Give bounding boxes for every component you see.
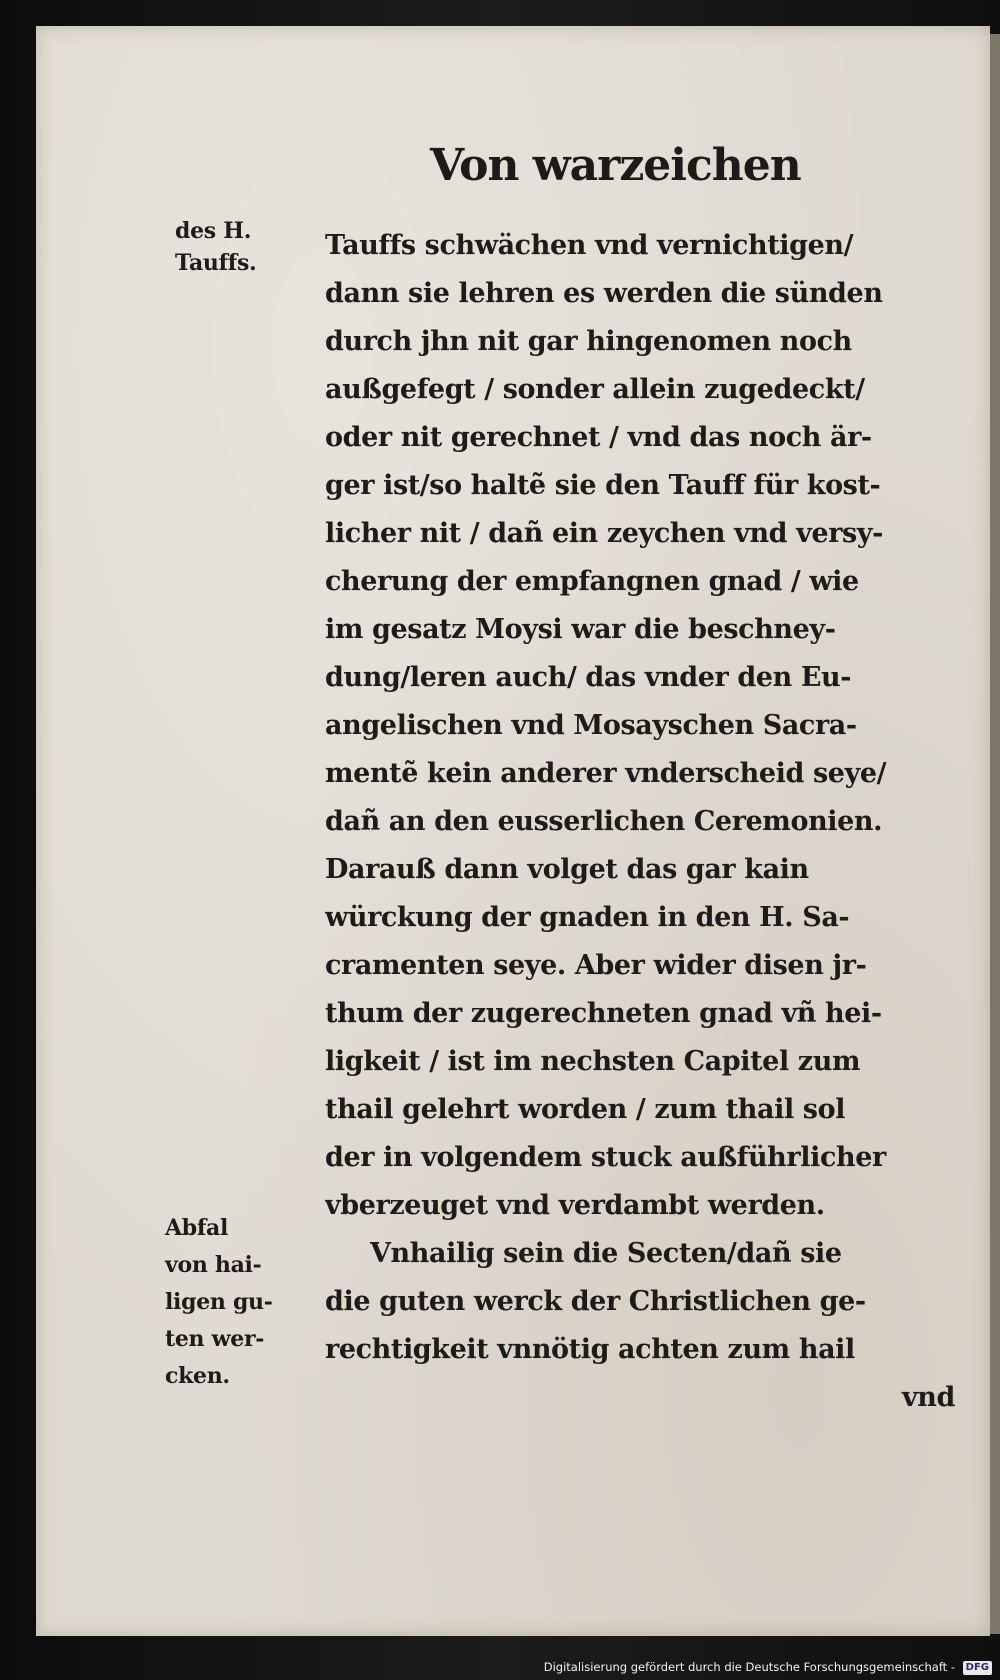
credit-text: Digitalisierung gefördert durch die Deutsche Forschungsgemeinschaft -: [543, 1660, 955, 1674]
margin-note-line: cken.: [165, 1363, 230, 1389]
text-line: durch jhn nit gar hingenomen noch: [325, 326, 852, 357]
body-text: [325, 222, 955, 1422]
text-line: Tauffs schwächen vnd vernichtigen/: [325, 230, 854, 261]
text-line: dung/leren auch/ das vnder den Eu-: [325, 662, 852, 693]
text-line: dann sie lehren es werden die sünden: [325, 278, 883, 309]
running-heading: Von warzeichen: [430, 140, 801, 191]
margin-note-line: ligen gu-: [165, 1289, 273, 1315]
text-line: Darauß dann volget das gar kain: [325, 854, 809, 885]
text-line: rechtigkeit vnnötig achten zum hail: [325, 1334, 855, 1365]
dfg-logo: DFG: [963, 1661, 992, 1675]
text-line: Vnhailig sein die Secten/dañ sie: [370, 1238, 842, 1269]
text-line: licher nit / dañ ein zeychen vnd versy-: [325, 518, 883, 549]
text-line: cramenten seye. Aber wider disen jr-: [325, 950, 867, 981]
margin-note-line: ten wer-: [165, 1326, 265, 1352]
text-line: cherung der empfangnen gnad / wie: [325, 566, 859, 597]
text-line: ger ist/so haltẽ sie den Tauff für kost-: [325, 470, 881, 501]
text-line: ligkeit / ist im nechsten Capitel zum: [325, 1046, 861, 1077]
margin-note-tauffs: [175, 215, 256, 279]
text-line: außgefegt / sonder allein zugedeckt/: [325, 374, 865, 405]
text-line: dañ an den eusserlichen Ceremonien.: [325, 806, 883, 837]
margin-note-line: Tauffs.: [175, 250, 257, 276]
page-edge: [990, 34, 1000, 1634]
text-line: vberzeuget vnd verdambt werden.: [325, 1190, 825, 1221]
text-line: die guten werck der Christlichen ge-: [325, 1286, 866, 1317]
text-line: würckung der gnaden in den H. Sa-: [325, 902, 850, 933]
text-line: im gesatz Moysi war die beschney-: [325, 614, 836, 645]
margin-note-line: von hai-: [165, 1252, 262, 1278]
text-line: oder nit gerechnet / vnd das noch är-: [325, 422, 872, 453]
text-line: mentẽ kein anderer vnderscheid seye/: [325, 758, 887, 789]
margin-note-abfal: [165, 1210, 273, 1395]
margin-note-line: des H.: [175, 218, 252, 244]
text-line: thail gelehrt worden / zum thail sol: [325, 1094, 846, 1125]
catchword: vnd: [902, 1382, 955, 1413]
digitization-credit: [544, 1656, 992, 1678]
text-line: thum der zugerechneten gnad vñ hei-: [325, 998, 882, 1029]
text-line: angelischen vnd Mosayschen Sacra-: [325, 710, 857, 741]
text-line: der in volgendem stuck außführlicher: [325, 1142, 886, 1173]
margin-note-line: Abfal: [165, 1215, 229, 1241]
